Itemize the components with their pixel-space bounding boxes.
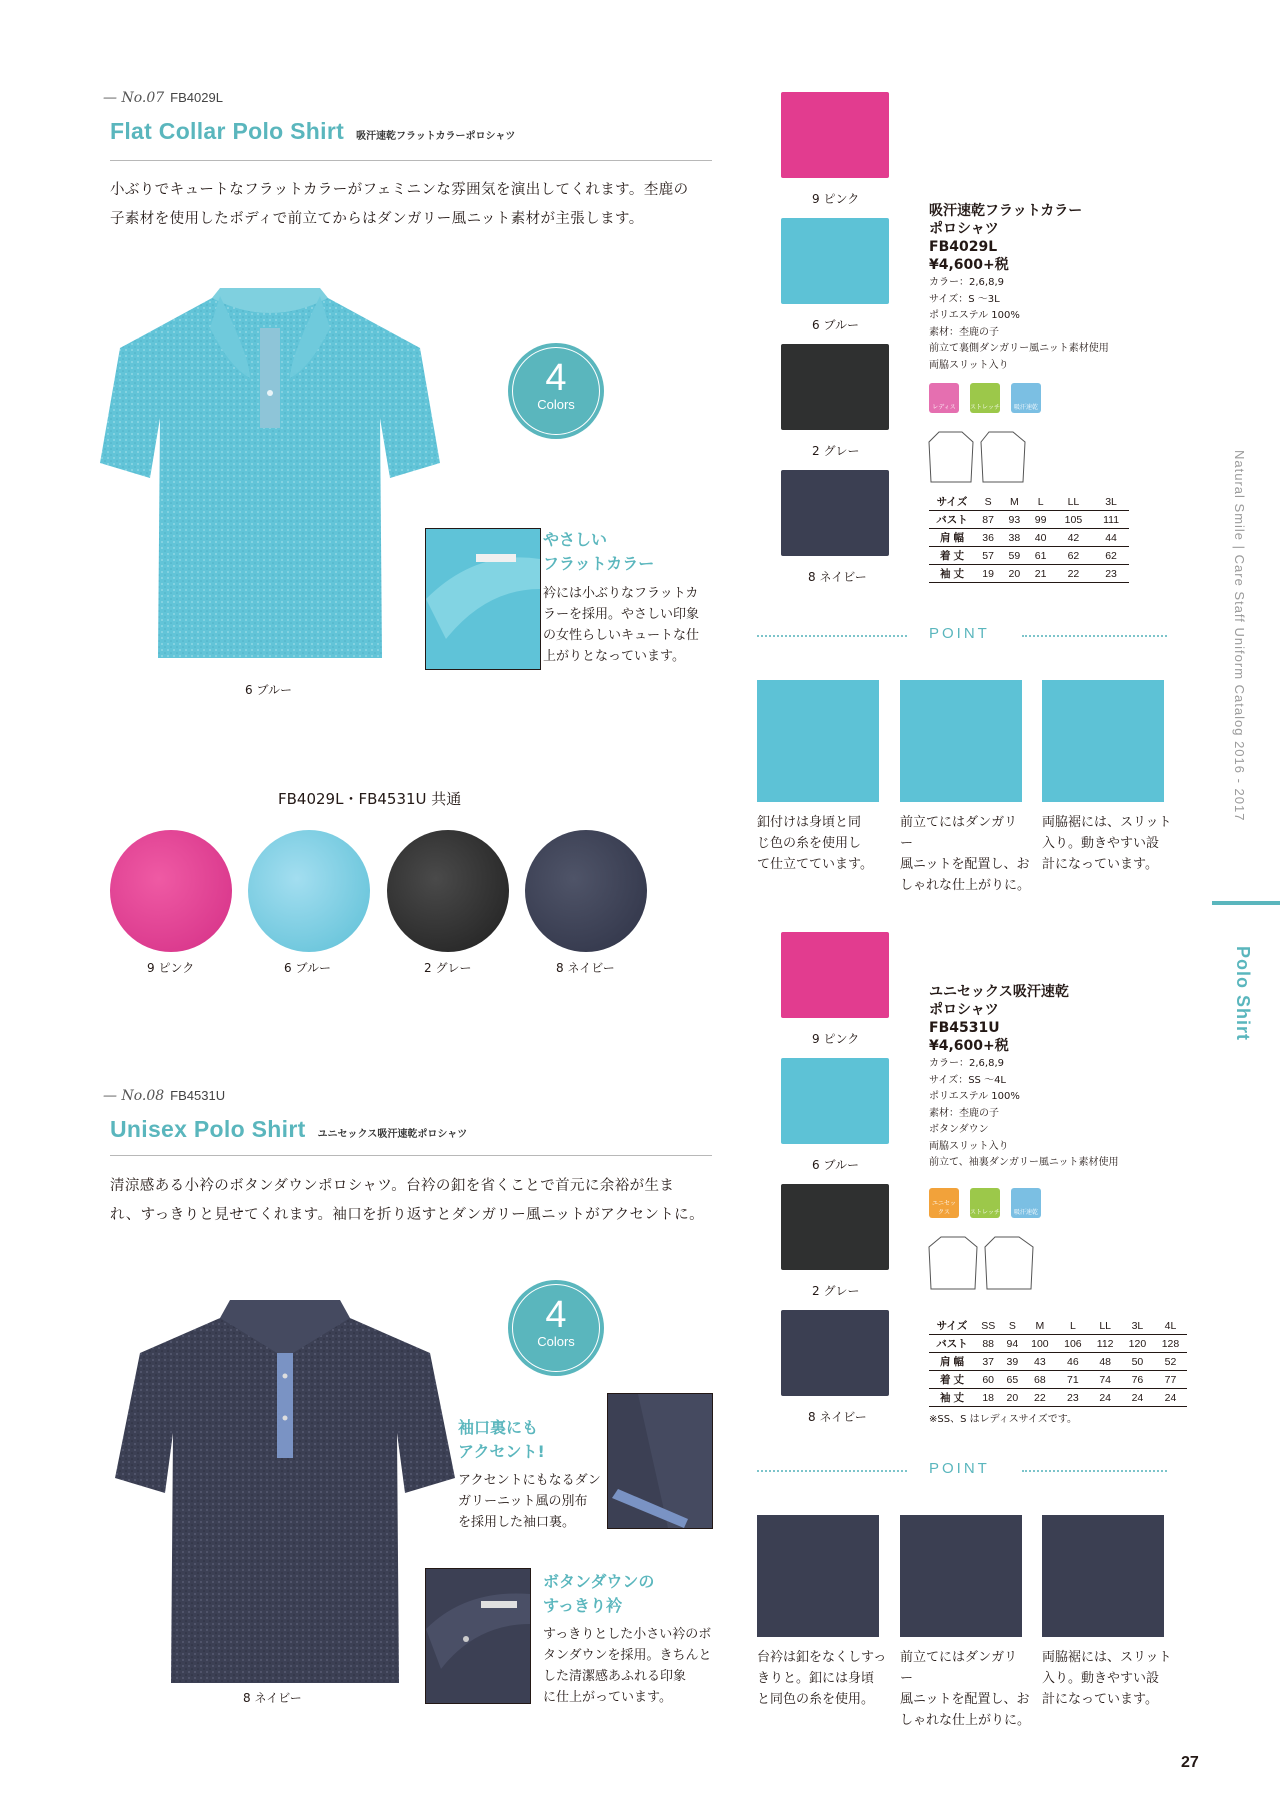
size-cell: 19 — [975, 565, 1001, 583]
size-cell: 65 — [1001, 1371, 1023, 1389]
size-header-row — [929, 1317, 1187, 1335]
product1-specs — [929, 275, 1109, 374]
section-title-08 — [110, 1116, 467, 1143]
callout2-text-08 — [543, 1624, 711, 1708]
size-cell: 肩 幅 — [929, 529, 975, 547]
size-cell: 87 — [975, 511, 1001, 529]
point-line-text: 計になっています。 — [1042, 857, 1158, 872]
color-label: 2 グレー — [812, 1284, 860, 1298]
caption-navy: 8 ネイビー — [243, 1691, 302, 1705]
size-cell: 袖 丈 — [929, 565, 975, 583]
color-label: 8 ネイビー — [808, 1410, 867, 1424]
callout-line: タンダウンを採用。きちんと — [543, 1648, 712, 1663]
section-number: — No.08 — [103, 1088, 165, 1104]
point-line-text: きりと。釦には身頃 — [757, 1671, 875, 1686]
point-lines — [900, 1647, 1030, 1731]
size-cell: 74 — [1089, 1371, 1121, 1389]
colors-badge-07 — [508, 343, 604, 439]
size-cell: 88 — [975, 1335, 1001, 1353]
point-lines — [757, 812, 887, 875]
caption-blue: 6 ブルー — [245, 683, 292, 697]
color-label: 2 グレー — [812, 444, 860, 458]
size-cell: 57 — [975, 547, 1001, 565]
size-cell: 36 — [975, 529, 1001, 547]
colors-badge-08 — [508, 1280, 604, 1376]
point-line-text: 台衿は釦をなくしすっ — [757, 1650, 887, 1665]
callout-line: フラットカラー — [543, 554, 655, 573]
point-divider — [757, 635, 907, 637]
point-text — [900, 812, 1030, 896]
size-cell: SS — [975, 1317, 1001, 1335]
size-cell: 52 — [1154, 1353, 1187, 1371]
main-shirt-navy — [115, 1298, 455, 1688]
divider — [110, 160, 712, 161]
point-line-text: 風ニットを配置し、お — [900, 857, 1030, 872]
product2-name — [929, 983, 1069, 1055]
sleeve-detail-svg — [608, 1394, 712, 1528]
point-line-text: 両脇裾には、スリット — [1042, 815, 1172, 830]
spec-line: 両脇スリット入り — [929, 1140, 1009, 1152]
icon-label: 吸汗速乾 — [1013, 404, 1038, 411]
size-cell: 120 — [1121, 1335, 1154, 1353]
size-cell: 44 — [1093, 529, 1129, 547]
callout-line: 衿には小ぶりなフラットカ — [543, 586, 699, 601]
point-line-text: 釦付けは身頃と同 — [757, 815, 862, 830]
callout-line: やさしい — [543, 530, 608, 549]
section-title-07 — [110, 118, 515, 145]
point-image-button — [757, 680, 879, 802]
callout1-text-08 — [458, 1470, 601, 1533]
size-cell: 48 — [1089, 1353, 1121, 1371]
badge-label: Colors — [537, 1334, 575, 1349]
size-row — [929, 1389, 1187, 1407]
size-cell: 18 — [975, 1389, 1001, 1407]
section-number-08 — [103, 1088, 225, 1104]
point-lines — [757, 1647, 887, 1710]
stretch-icon — [970, 383, 1000, 413]
size-cell: L — [1028, 493, 1054, 511]
point-label: POINT — [929, 625, 990, 642]
divider — [110, 1155, 712, 1156]
title-en: Unisex Polo Shirt — [110, 1116, 306, 1142]
size-row — [929, 1335, 1187, 1353]
point-line-text: 風ニットを配置し、お — [900, 1692, 1030, 1707]
size-cell: 4L — [1154, 1317, 1187, 1335]
callout-line: アクセントにもなるダン — [458, 1473, 601, 1488]
name-line: ポロシャツ — [929, 221, 999, 237]
quick-dry-icon — [1011, 383, 1041, 413]
stretch-icon — [970, 1188, 1000, 1218]
callout-text-07 — [543, 583, 699, 667]
thumb-navy — [781, 1310, 889, 1396]
product-code: FB4531U — [170, 1088, 226, 1103]
swatch-label: 8 ネイビー — [556, 961, 615, 975]
point-text — [1042, 1647, 1172, 1710]
size-row — [929, 529, 1129, 547]
badge-label: Colors — [537, 397, 575, 412]
callout-line: アクセント! — [458, 1442, 545, 1461]
spec-line: 前立て裏側ダンガリー風ニット素材使用 — [929, 343, 1109, 354]
spec-line: ポリエステル 100% — [929, 310, 1020, 321]
size-cell: 71 — [1056, 1371, 1089, 1389]
size-cell: 42 — [1054, 529, 1093, 547]
name-line: 吸汗速乾フラットカラー — [929, 203, 1083, 219]
thumb-pink — [781, 932, 889, 1018]
size-cell: LL — [1089, 1317, 1121, 1335]
size-note: ※SS、S はレディスサイズです。 — [929, 1414, 1078, 1425]
point-lines — [900, 812, 1030, 896]
product2-specs — [929, 1056, 1119, 1172]
size-cell: 59 — [1001, 547, 1027, 565]
title-en: Flat Collar Polo Shirt — [110, 118, 345, 144]
point-text — [757, 1647, 887, 1710]
callout2-title-08 — [543, 1570, 654, 1618]
unisex-icon — [929, 1188, 959, 1218]
size-cell: 38 — [1001, 529, 1027, 547]
buttondown-detail-image — [425, 1568, 531, 1704]
size-cell: 着 丈 — [929, 547, 975, 565]
size-cell: 37 — [975, 1353, 1001, 1371]
size-cell: 112 — [1089, 1335, 1121, 1353]
size-cell: M — [1023, 1317, 1056, 1335]
product1-price: ¥4,600+税 — [929, 257, 1009, 273]
point-image-slit — [1042, 1515, 1164, 1637]
thumb-gray — [781, 344, 889, 430]
category-tab: Polo Shirt — [1233, 946, 1253, 1041]
size-cell: 3L — [1093, 493, 1129, 511]
size-cell: 24 — [1089, 1389, 1121, 1407]
size-row — [929, 547, 1129, 565]
size-cell: バスト — [929, 511, 975, 529]
point-divider — [1022, 1470, 1167, 1472]
point-line-text: じ色の糸を使用し — [757, 836, 862, 851]
size-header-row — [929, 493, 1129, 511]
spec-line: カラー：2,6,8,9 — [929, 1058, 1004, 1069]
main-shirt-blue — [100, 288, 440, 668]
size-cell: M — [1001, 493, 1027, 511]
swatch-label: 6 ブルー — [284, 961, 331, 975]
size-cell: 105 — [1054, 511, 1093, 529]
size-cell: バスト — [929, 1335, 975, 1353]
size-row — [929, 511, 1129, 529]
point-text — [900, 1647, 1030, 1731]
spec-line: 前立て、袖裏ダンガリー風ニット素材使用 — [929, 1157, 1119, 1168]
collar-detail-svg — [426, 529, 540, 669]
point-line-text: 計になっています。 — [1042, 1692, 1158, 1707]
callout-line: すっきり衿 — [543, 1596, 623, 1615]
size-cell: 着 丈 — [929, 1371, 975, 1389]
size-cell: 61 — [1028, 547, 1054, 565]
callout1-title-08 — [458, 1416, 545, 1464]
swatch-label: 2 グレー — [424, 961, 472, 975]
point-divider — [1022, 635, 1167, 637]
callout-line: に仕上がっています。 — [543, 1690, 672, 1705]
thumb-blue — [781, 1058, 889, 1144]
lead-line: 清涼感ある小衿のボタンダウンポロシャツ。台衿の釦を省くことで首元に余裕が生ま — [110, 1178, 675, 1194]
spec-line: 素材：杢鹿の子 — [929, 1107, 999, 1119]
size-cell: 94 — [1001, 1335, 1023, 1353]
icon-label: ユニセックス — [931, 1200, 956, 1216]
point-image-slit — [1042, 680, 1164, 802]
point-text — [1042, 812, 1172, 875]
badge-number: 4 — [545, 357, 567, 399]
fabric-title: FB4029L・FB4531U 共通 — [278, 790, 462, 808]
callout-line: 袖口裏にも — [458, 1418, 539, 1437]
size-cell: 肩 幅 — [929, 1353, 975, 1371]
point-image-placket — [900, 1515, 1022, 1637]
color-label: 9 ピンク — [812, 192, 860, 206]
point-divider — [757, 1470, 907, 1472]
size-cell: 20 — [1001, 565, 1027, 583]
callout-title-07 — [543, 528, 654, 576]
title-jp: 吸汗速乾フラットカラーポロシャツ — [356, 131, 516, 142]
product1-code: FB4029L — [929, 239, 998, 255]
point-line-text: 前立てにはダンガリー — [900, 1650, 1018, 1686]
size-cell: 43 — [1023, 1353, 1056, 1371]
product-code: FB4029L — [170, 90, 223, 105]
collar-detail-image — [425, 528, 541, 670]
swatch-gray — [387, 830, 509, 952]
size-cell: 68 — [1023, 1371, 1056, 1389]
point-line-text: て仕立てています。 — [757, 857, 873, 872]
size-cell: 24 — [1154, 1389, 1187, 1407]
size-cell: LL — [1054, 493, 1093, 511]
point-line-text: しゃれな仕上がりに。 — [900, 1713, 1031, 1728]
page-number: 27 — [1181, 1754, 1199, 1771]
size-cell: 46 — [1056, 1353, 1089, 1371]
icon-label: レディス — [932, 404, 956, 411]
size-cell: 106 — [1056, 1335, 1089, 1353]
icon-label: ストレッチ — [970, 1209, 1000, 1216]
size-cell: 21 — [1028, 565, 1054, 583]
badge-number: 4 — [545, 1294, 567, 1336]
callout-line: すっきりとした小さい衿のボ — [543, 1627, 712, 1642]
point-image-placket — [900, 680, 1022, 802]
size-cell: 50 — [1121, 1353, 1154, 1371]
spec-line: ポリエステル 100% — [929, 1091, 1020, 1102]
callout-line: の女性らしいキュートな仕 — [543, 628, 700, 643]
size-cell: S — [975, 493, 1001, 511]
size-cell: 111 — [1093, 511, 1129, 529]
spec-line: カラー：2,6,8,9 — [929, 277, 1004, 288]
lead-line: 子素材を使用したボディで前立てからはダンガリー風ニット素材が主張します。 — [110, 211, 644, 227]
product1-flat-drawing — [927, 428, 1027, 484]
sleeve-detail-image — [607, 1393, 713, 1529]
color-label: 6 ブルー — [812, 1158, 859, 1172]
tab-bar — [1212, 901, 1280, 905]
thumb-blue — [781, 218, 889, 304]
quick-dry-icon — [1011, 1188, 1041, 1218]
swatch-pink — [110, 830, 232, 952]
name-line: ポロシャツ — [929, 1002, 999, 1018]
point-line-text: 入り。動きやすい設 — [1042, 836, 1160, 851]
size-cell: 40 — [1028, 529, 1054, 547]
swatch-navy — [525, 830, 647, 952]
lead-line: 小ぶりでキュートなフラットカラーがフェミニンな雰囲気を演出してくれます。杢鹿の — [110, 182, 689, 198]
callout-line: 上がりとなっています。 — [543, 649, 685, 664]
size-cell: 62 — [1054, 547, 1093, 565]
callout-line: ボタンダウンの — [543, 1572, 655, 1591]
size-table-1 — [929, 493, 1129, 583]
size-cell: 99 — [1028, 511, 1054, 529]
name-line: ユニセックス吸汗速乾 — [929, 984, 1069, 1000]
point-text — [757, 812, 887, 875]
size-cell: 62 — [1093, 547, 1129, 565]
size-cell: サイズ — [929, 1317, 975, 1335]
point-lines — [1042, 812, 1172, 875]
product2-flat-drawing — [927, 1233, 1037, 1291]
product2-price: ¥4,600+税 — [929, 1038, 1009, 1054]
icon-label: 吸汗速乾 — [1013, 1209, 1038, 1216]
point-line-text: しゃれな仕上がりに。 — [900, 878, 1031, 893]
point-label: POINT — [929, 1460, 990, 1477]
color-label: 6 ブルー — [812, 318, 859, 332]
size-cell: 128 — [1154, 1335, 1187, 1353]
size-cell: 20 — [1001, 1389, 1023, 1407]
section-number-07 — [103, 90, 223, 106]
spec-line: ボタンダウン — [929, 1124, 989, 1135]
size-row — [929, 1353, 1187, 1371]
size-row — [929, 565, 1129, 583]
size-cell: 3L — [1121, 1317, 1154, 1335]
point-line-text: 両脇裾には、スリット — [1042, 1650, 1172, 1665]
thumb-pink — [781, 92, 889, 178]
color-label: 9 ピンク — [812, 1032, 860, 1046]
spec-line: 両脇スリット入り — [929, 359, 1009, 371]
size-cell: 22 — [1054, 565, 1093, 583]
icon-label: ストレッチ — [970, 404, 1000, 411]
size-row — [929, 1371, 1187, 1389]
size-cell: サイズ — [929, 493, 975, 511]
buttondown-detail-svg — [426, 1569, 530, 1703]
lead-text-08 — [110, 1172, 730, 1230]
size-cell: 22 — [1023, 1389, 1056, 1407]
color-label: 8 ネイビー — [808, 570, 867, 584]
size-cell: L — [1056, 1317, 1089, 1335]
point-line-text: 前立てにはダンガリー — [900, 815, 1018, 851]
size-cell: 93 — [1001, 511, 1027, 529]
callout-line: ガリーニット風の別布 — [458, 1494, 588, 1509]
catalog-name: Natural Smile | Care Staff Uniform Catalog 2016 - 2017 — [1232, 450, 1247, 822]
size-cell: 100 — [1023, 1335, 1056, 1353]
thumb-navy — [781, 470, 889, 556]
product2-code: FB4531U — [929, 1020, 1000, 1036]
callout-line: した清潔感あふれる印象 — [543, 1669, 687, 1684]
size-cell: 76 — [1121, 1371, 1154, 1389]
size-cell: 24 — [1121, 1389, 1154, 1407]
point-image-collar — [757, 1515, 879, 1637]
point-line-text: 入り。動きやすい設 — [1042, 1671, 1160, 1686]
lead-line: れ、すっきりと見せてくれます。袖口を折り返すとダンガリー風ニットがアクセントに。 — [110, 1207, 704, 1223]
title-jp: ユニセックス吸汗速乾ポロシャツ — [317, 1129, 468, 1140]
swatch-label: 9 ピンク — [147, 961, 195, 975]
product1-name — [929, 202, 1082, 274]
spec-line: サイズ：S 〜3L — [929, 293, 1000, 305]
section-number: — No.07 — [103, 90, 165, 106]
point-lines — [1042, 1647, 1172, 1710]
size-cell: 39 — [1001, 1353, 1023, 1371]
thumb-gray — [781, 1184, 889, 1270]
size-cell: 23 — [1093, 565, 1129, 583]
callout-line: を採用した袖口裏。 — [458, 1515, 576, 1530]
size-table-2 — [929, 1317, 1187, 1407]
swatch-blue — [248, 830, 370, 952]
lead-text-07 — [110, 176, 730, 234]
size-cell: 60 — [975, 1371, 1001, 1389]
spec-line: サイズ：SS 〜4L — [929, 1074, 1007, 1086]
point-line-text: と同色の糸を使用。 — [757, 1692, 875, 1707]
size-cell: S — [1001, 1317, 1023, 1335]
size-cell: 77 — [1154, 1371, 1187, 1389]
ladies-icon — [929, 383, 959, 413]
spec-line: 素材：杢鹿の子 — [929, 326, 999, 338]
size-cell: 袖 丈 — [929, 1389, 975, 1407]
size-cell: 23 — [1056, 1389, 1089, 1407]
callout-line: ラーを採用。やさしい印象 — [543, 607, 700, 622]
